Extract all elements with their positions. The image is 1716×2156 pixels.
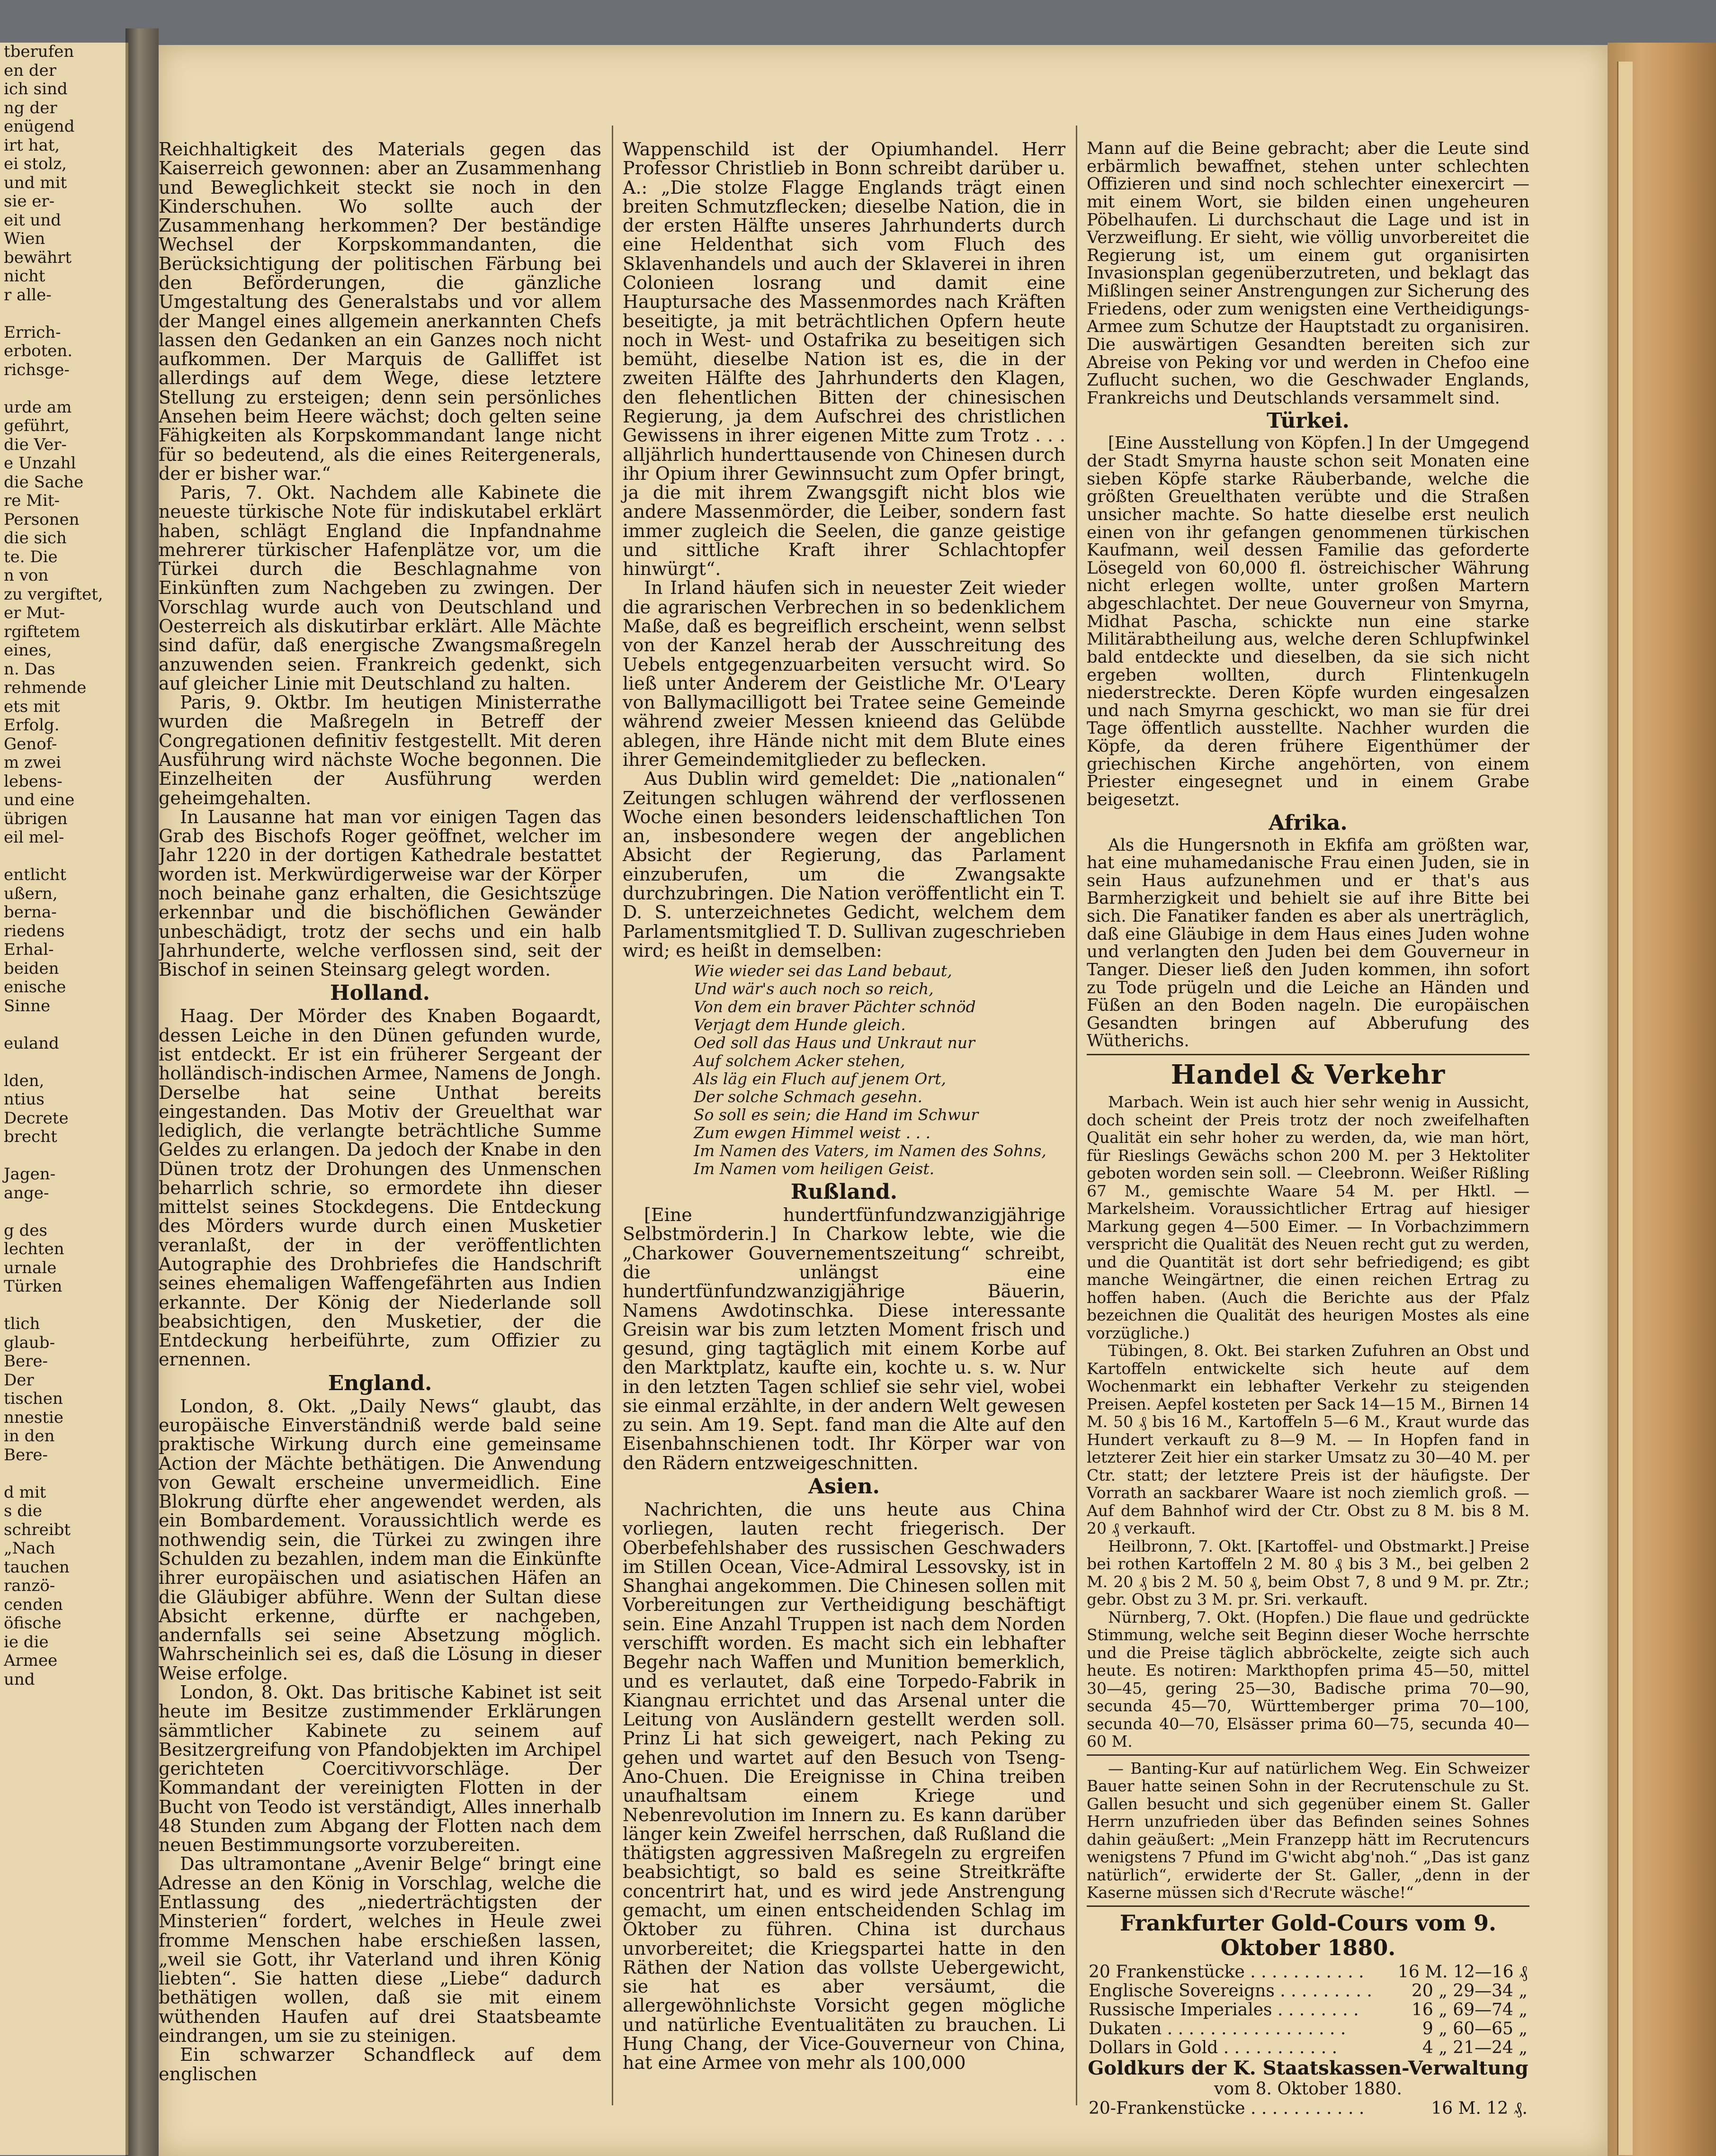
article-paragraph: Als die Hungersnoth in Ekfifa am größten war, hat eine muhamedanische Frau einen Juden, sie in sein Haus aufzunehmen und er that's aus Barmherzigkeit und behielt sie auf ihre Bitte bei sich. Die Fanatiker fanden es aber als unerträglich, daß eine Gläubige in dem Haus eines Juden wohne und verlangten den Juden bei dem Gouverneur in Tanger. Dieser ließ den Juden kommen, ihn sofort zu Tode prügeln und die Leiche an Händen und Füßen an den Boden nageln. Die europäischen Gesandten bringen auf Abberufung des Wütherichs.	[1087, 835, 1529, 1051]
left-page-line: er Mut-	[4, 603, 65, 622]
poem-line: Im Namen vom heiligen Geist.	[694, 1159, 935, 1178]
market-report: Tübingen, 8. Okt. Bei starken Zufuhren an Obst und Kartoffeln entwickelte sich heute auf dem Wochenmarkt ein lebhafter Verkehr zu steigenden Preisen. Aepfel kosteten per Sack 14—15 M., Birnen 14 M. 50 ₰ bis 16 M., Kartoffeln 5—6 M., Kraut wurde das Hundert verkauft zu 8—9 M. — In Hopfen fand in letzterer Zeit hier ein starker Umsatz zu 30—40 M. per Ctr. statt; der letztere Preis ist der häufigste. Der Vorrath an sackbarer Waare ist noch ziemlich groß. — Auf dem Bahnhof wird der Ctr. Obst zu 8 M. bis 8 M. 20 ₰ verkauft.	[1087, 1341, 1529, 1537]
left-page-line: s die	[4, 1501, 43, 1520]
article-paragraph: In Irland häufen sich in neuester Zeit wieder die agrarischen Verbrechen in so bedenklichem Maße, daß es begreiflich erscheint, wenn selbst von der Kanzel herab der Ausschreitung des Uebels entgegenzuarbeiten versucht wird. So ließ unter Anderem der Geistliche Mr. O'Leary von Ballymacilligott bei Tratee seine Gemeinde während zweier Messen knieend das Gelübde ablegen, ihre Hände nicht mit dem Blute eines ihrer Gemeindemitglieder zu beflecken.	[623, 577, 1065, 770]
left-page-line	[0, 379, 125, 398]
left-page-line: „Nach	[4, 1539, 55, 1558]
left-page-line: tischen	[4, 1389, 63, 1408]
currency-name: 20 Frankenstücke . . . . . . . . . . .	[1089, 1962, 1364, 1982]
left-page-line: Bere-	[4, 1445, 48, 1464]
left-page-line: Armee	[4, 1651, 58, 1670]
left-page-line: d mit	[4, 1482, 46, 1502]
currency-name: Dukaten . . . . . . . . . . . . . . . . .	[1089, 2019, 1346, 2039]
left-page-line: und mit	[4, 173, 67, 192]
column-3	[1087, 140, 1529, 2118]
left-page-line: berna-	[4, 903, 57, 922]
left-page-line: irt hat,	[4, 135, 60, 155]
book-spine	[125, 28, 159, 2156]
left-page-line: Erfolg.	[4, 716, 60, 735]
article-paragraph: Mann auf die Beine gebracht; aber die Leute sind erbärmlich bewaffnet, stehen unter schlechten Offizieren und sind noch schlechter einexercirt — mit einem Wort, sie bilden einen ungeheuren Pöbelhaufen. Li durchschaut die Lage und ist in Verzweiflung. Er sieht, wie völlig unvorbereitet die Regierung ist, um einem gut organisirten Invasionsplan gegenüberzutreten, und beklagt das Mißlingen seiner Anstrengungen zur Sicherung des Friedens, oder zum wenigsten eine Vertheidigungs-Armee zum Schutze der Hauptstadt zu organisiren. Die auswärtigen Gesandten bereiten sich zur Abreise von Peking vor und werden in Chefoo eine Zuflucht suchen, wo die Geschwader Englands, Frankreichs und Deutschlands versammelt sind.	[1087, 139, 1529, 408]
left-page-line: ntius	[4, 1090, 45, 1109]
left-page-line: en der	[4, 61, 56, 80]
left-page-line: Genof-	[4, 734, 57, 754]
table-row	[1087, 2099, 1529, 2118]
left-page-line: g des	[4, 1221, 47, 1240]
currency-value: 9 „ 60—65 „	[1422, 2019, 1528, 2039]
column-divider	[1076, 126, 1077, 2105]
currency-name: Englische Sovereigns . . . . . . . . .	[1089, 1981, 1372, 2001]
poem	[694, 962, 1065, 1178]
gold-cours-title: Frankfurter Gold-Cours vom 9. Oktober 1880.	[1119, 1910, 1497, 1960]
article-paragraph: Paris, 7. Okt. Nachdem alle Kabinete die neueste türkische Note für indiskutabel erklärt haben, schlägt England die Inpfandnahme mehrerer türkischer Hafenplätze vor, um die Türkei durch die Beschlagnahme von Einkünften zum Nachgeben zu zwingen. Der Vorschlag wurde auch von Deutschland und Oesterreich als diskutirbar erklärt. Alle Mächte sind dafür, daß energische Zwangsmaßregeln anzuwenden seien. Frankreich gedenkt, sich auf gleicher Linie mit Deutschland zu halten.	[159, 482, 601, 694]
gold-kurs-title: Goldkurs der K. Staatskassen-Verwaltung	[1088, 2057, 1528, 2079]
left-page-line: übrigen	[4, 809, 68, 828]
left-page-line: geführt,	[4, 416, 70, 435]
left-page-line: ange-	[4, 1183, 49, 1203]
left-page-line: sie er-	[4, 192, 55, 211]
currency-name: Russische Imperiales . . . . . . . .	[1089, 2000, 1359, 2020]
left-page-line: die Sache	[4, 472, 84, 492]
left-page-line: Bere-	[4, 1352, 48, 1371]
left-page-line: Sinne	[4, 996, 51, 1015]
left-page-edge	[0, 43, 128, 2155]
left-page-line	[0, 1053, 125, 1072]
section-heading-england: England.	[328, 1371, 432, 1395]
left-page-line: te. Die	[4, 547, 58, 566]
poem-line: Verjagt dem Hunde gleich.	[694, 1015, 906, 1034]
column-2	[623, 140, 1065, 2072]
section-rule	[1087, 1054, 1529, 1055]
left-page-line: tlich	[4, 1314, 40, 1333]
left-page-line: Türken	[4, 1277, 63, 1296]
newspaper-page	[159, 45, 1608, 2156]
left-page-line: m zwei	[4, 753, 62, 772]
column-divider	[612, 126, 613, 2105]
article-paragraph: London, 8. Okt. Das britische Kabinet ist seit heute im Besitze zustimmender Erklärungen sämmtlicher Kabinete zu seinem auf Besitzergreifung von Pfandobjekten im Archipel gerichteten Coercitivvorschläge. Der Kommandant der vereinigten Flotten in der Bucht von Teodo ist verständigt, Alles innerhalb 48 Stunden zum Abgang der Flotten nach dem neuen Bestimmungsorte vorzubereiten.	[159, 1681, 601, 1856]
left-page-line: rgiftetem	[4, 622, 80, 641]
left-page-line: Der	[4, 1370, 34, 1390]
left-page-line: Jagen-	[4, 1165, 56, 1184]
poem-line: Von dem ein braver Pächter schnöd	[694, 997, 976, 1016]
left-page-line: urde am	[4, 397, 72, 417]
section-heading-russland: Rußland.	[790, 1180, 898, 1204]
left-page-line: eines,	[4, 641, 52, 660]
article-paragraph: Das ultramontane „Avenir Belge“ bringt eine Adresse an den König in Vorschlag, welche die Entlassung des „niederträchtigsten der Minsterien“ fordert, welches in Heule zwei fromme Menschen habe erschießen lassen, „weil sie Gott, ihr Vaterland und ihren König liebten“. Sie hatten diese „Liebe“ dadurch bethätigen wollen, daß sie mit einem wüthenden Haufen auf drei Staatsbeamte eindrangen, um sie zu steinigen.	[159, 1853, 601, 2046]
section-heading-handel: Handel & Verkehr	[1171, 1059, 1446, 1090]
left-page-line: n von	[4, 566, 49, 585]
article-paragraph: [Eine Ausstellung von Köpfen.] In der Umgegend der Stadt Smyrna hauste schon seit Monaten eine sieben Köpfe starke Räuberbande, welche die größten Greuelthaten verübte und die Straßen unsicher machte. So hatte dieselbe erst neulich einen von ihr gefangen genommenen türkischen Kaufmann, weil dessen Familie das geforderte Lösegeld von 60,000 fl. östreichischer Währung nicht erlegen wollte, unter großen Martern abgeschlachtet. Der neue Gouverneur von Smyrna, Midhat Pascha, schickte nun eine starke Militärabtheilung aus, welche deren Schlupfwinkel bald entdeckte und dieselben, da sie sich nicht ergeben wollten, durch Flintenkugeln niederstreckte. Deren Köpfe wurden eingesalzen und nach Smyrna geschickt, wo man sie für drei Tage öffentlich ausstellte. Nachher wurden die Köpfe, da deren frühere Eigenthümer der griechischen Kirche angehörten, von einem Priester eingesegnet und in einem Grabe beigesetzt.	[1087, 433, 1529, 809]
left-page-line: enische	[4, 978, 66, 997]
poem-line: Wie wieder sei das Land bebaut,	[694, 961, 952, 980]
left-page-line: zu vergiftet,	[4, 584, 103, 604]
table-row	[1087, 2020, 1529, 2039]
left-page-line: in den	[4, 1427, 55, 1446]
left-page-line	[0, 1464, 125, 1483]
article-paragraph: Wappenschild ist der Opiumhandel. Herr Professor Christlieb in Bonn schreibt darüber u. A.: „Die stolze Flagge Englands trägt einen breiten Schmutzflecken; dieselbe Nation, die in der ersten Hälfte unseres Jahrhunderts durch eine Heldenthat sich vom Fluch des Sklavenhandels und auch der Sklaverei in ihren Colonieen losrang und damit eine Hauptursache des Massenmordes nach Kräften beseitigte, ja mit beträchtlichen Opfern heute noch in West- und Ostafrika zu beseitigen sich bemüht, dieselbe Nation ist es, die in der zweiten Hälfte des Jahrhunderts den Klagen, den flehentlichen Bitten der chinesischen Regierung, ja dem Aufschrei des christlichen Gewissens in ihrer eigenen Mitte zum Trotz . . . alljährlich hunderttausende von Chinesen durch ihr Opium ihrer Gewinnsucht zum Opfer bringt, ja die mit ihrem Zwangsgift nicht blos wie andere Massenmörder, die Leiber, sondern fast immer zugleich die Seelen, die ganze geistige und sittliche Kraft ihrer Schlachtopfer hinwürgt“.	[623, 139, 1065, 580]
gold-kurs-table	[1087, 2099, 1529, 2118]
left-page-line: eil mel-	[4, 828, 64, 847]
poem-line: So soll es sein; die Hand im Schwur	[694, 1105, 979, 1124]
table-row	[1087, 2001, 1529, 2020]
left-page-line: schreibt	[4, 1520, 71, 1539]
left-page-line: e Unzahl	[4, 454, 76, 473]
left-page-line: entlicht	[4, 865, 67, 884]
left-page-line: eit und	[4, 210, 62, 230]
market-reports	[1087, 1093, 1529, 1902]
left-page-line: beiden	[4, 959, 59, 978]
article-paragraph: Paris, 9. Oktbr. Im heutigen Ministerrathe wurden die Maßregeln in Betreff der Congregationen definitiv festgestellt. Mit deren Ausführung wird nächste Woche begonnen. Die Einzelheiten der Ausführung werden geheimgehalten.	[159, 692, 601, 808]
left-page-line	[0, 305, 125, 323]
article-paragraph: London, 8. Okt. „Daily News“ glaubt, das europäische Einverständniß werde bald seine praktische Wirkung durch eine gemeinsame Action der Mächte bethätigen. Die Anwendung von Gewalt erscheine unvermeidlich. Eine Blokrung dürfte eher angewendet werden, als ein Bombardement. Voraussichtlich werde es nothwendig sein, die Türkei zu zwingen ihre Schulden zu bezahlen, indem man die Einkünfte ihrer europäischen und asiatischen Häfen an die Gläubiger abführe. Wenn der Sultan diese Absicht erkenne, dürfte er nachgeben, andernfalls sei seine Absetzung möglich. Wahrscheinlich sei es, daß die Lösung in dieser Weise erfolge.	[159, 1395, 601, 1684]
article-paragraph: [Eine hundertfünfundzwanzigjährige Selbstmörderin.] In Charkow lebte, wie die „Charkower Gouvernementszeitung“ schreibt, die unlängst eine hundertfünfundzwanzigjährige Bäuerin, Namens Awdotinschka. Diese interessante Greisin war bis zum letzten Moment frisch und gesund, ging tagtäglich mit einem Korbe auf den Marktplatz, kaufte ein, kochte u. s. w. Nur in den letzten Tagen schlief sie sehr viel, wobei sie einmal erzählte, in der andern Welt gewesen zu sein. Am 19. Sept. fand man die Alte auf den Eisenbahnschienen todt. Ihr Körper war von den Rädern entzweigeschnitten.	[623, 1204, 1065, 1473]
left-page-line: ets mit	[4, 697, 60, 716]
page-stack-edge	[1617, 62, 1633, 2155]
currency-name: Dollars in Gold . . . . . . . . . . .	[1089, 2038, 1338, 2057]
left-page-line: ie die	[4, 1632, 49, 1652]
market-report: Nürnberg, 7. Okt. (Hopfen.) Die flaue und gedrückte Stimmung, welche seit Beginn dieser Woche herrschte und die Preise täglich abbröckelte, zeigte sich auch heute. Es notiren: Markthopfen prima 45—50, mittel 30—45, gering 25—30, Badische prima 70—90, secunda 45—70, Württemberger prima 70—100, secunda 40—70, Elsässer prima 60—75, secunda 40—60 M.	[1087, 1608, 1529, 1751]
currency-name: 20-Frankenstücke . . . . . . . . . . .	[1089, 2098, 1365, 2118]
gold-kurs-date: vom 8. Oktober 1880.	[1214, 2079, 1402, 2099]
left-page-line: bewährt	[4, 248, 72, 267]
anecdote: — Banting-Kur auf natürlichem Weg. Ein Schweizer Bauer hatte seinen Sohn in der Recrutenschule zu St. Gallen besucht und sich gegenüber einem St. Galler Herrn unzufrieden über das Befinden seines Sohnes dahin geäußert: „Mein Franzepp hätt im Recrutencurs wenigstens 7 Pfund im G'wicht abg'noh.“ „Das ist ganz natürlich“, erwiderte der St. Galler, „denn in der Kaserne müssen sich d'Recrute wäsche!“	[1087, 1759, 1529, 1902]
left-page-line: Errich-	[4, 323, 61, 342]
left-page-line: re Mit-	[4, 491, 60, 510]
left-page-line: cenden	[4, 1595, 63, 1614]
book-binding-edge	[1608, 43, 1716, 2156]
left-page-line	[0, 847, 125, 866]
article-paragraph: Ein schwarzer Schandfleck auf dem englischen	[159, 2044, 601, 2084]
currency-value: 20 „ 29—34 „	[1411, 1981, 1528, 2001]
section-heading-afrika: Afrika.	[1269, 810, 1348, 835]
left-page-line: Decrete	[4, 1108, 69, 1128]
left-page-line	[0, 1015, 125, 1034]
left-page-line: euland	[4, 1033, 59, 1053]
currency-value: 16 M. 12 ₰.	[1431, 2098, 1528, 2118]
left-page-line: riedens	[4, 921, 65, 941]
poem-line: Im Namen des Vaters, im Namen des Sohns,	[694, 1141, 1046, 1160]
left-page-line: ußern,	[4, 884, 58, 903]
left-page-line: nicht	[4, 267, 45, 286]
left-page-line: öfische	[4, 1614, 62, 1633]
table-row	[1087, 2039, 1529, 2057]
left-page-line: Personen	[4, 510, 80, 529]
left-page-line: und eine	[4, 791, 75, 809]
section-heading-asien: Asien.	[808, 1474, 880, 1499]
left-page-line: Erhal-	[4, 940, 54, 959]
left-page-line: tberufen	[4, 43, 74, 61]
left-page-line: urnale	[4, 1258, 57, 1277]
poem-line: Der solche Schmach gesehn.	[694, 1087, 923, 1106]
left-page-line: ranzö-	[4, 1576, 55, 1595]
article-paragraph: Reichhaltigkeit des Materials gegen das Kaiserreich gewonnen: aber an Zusammenhang und Beweglichkeit steckt sie noch in den Kinderschuhen. Wo sollte auch der Zusammenhang herkommen? Der beständige Wechsel der Korpskommandanten, die Berücksichtigung der politischen Färbung bei den Beförderungen, die gänzliche Umgestaltung des Generalstabs und vor allem der Mangel eines allgemein anerkannten Chefs lassen den Gedanken an ein Ganzes noch nicht aufkommen. Der Marquis de Galliffet ist allerdings auf dem Wege, diese letztere Stellung zu ersteigen; denn sein persönliches Ansehen beim Heere wächst; doch gelten seine Fähigkeiten als Korpskommandant lange nicht für so bedeutend, als die eines Reitergenerals, der er bisher war.“	[159, 139, 601, 484]
left-page-line: ei stolz,	[4, 154, 67, 173]
section-heading-holland: Holland.	[330, 981, 430, 1006]
left-page-line: enügend	[4, 117, 75, 136]
section-heading-tuerkei: Türkei.	[1266, 409, 1350, 433]
left-page-line: die Ver-	[4, 435, 67, 454]
poem-line: Oed soll das Haus und Unkraut nur	[694, 1033, 975, 1052]
market-report: Heilbronn, 7. Okt. [Kartoffel- und Obstmarkt.] Preise bei rothen Kartoffeln 2 M. 80 ₰ bis 3 M., bei gelben 2 M. 20 ₰ bis 2 M. 50 ₰, beim Obst 7, 8 und 9 M. pr. Ztr.; gebr. Obst zu 3 M. pr. Sri. verkauft.	[1087, 1536, 1529, 1608]
left-page-line	[0, 1147, 125, 1166]
left-page-line: lden,	[4, 1071, 45, 1090]
left-page-line: und	[4, 1670, 35, 1689]
poem-line: Und wär's auch noch so reich,	[694, 979, 934, 998]
left-page-line: lebens-	[4, 772, 63, 791]
left-page-line	[0, 1296, 125, 1315]
section-rule	[1087, 1754, 1529, 1756]
article-paragraph: Haag. Der Mörder des Knaben Bogaardt, dessen Leiche in den Dünen gefunden wurde, ist entdeckt. Er ist ein früherer Sergeant der holländisch-indischen Armee, Namens de Jongh. Derselbe hat seine Unthat bereits eingestanden. Das Motiv der Greuelthat war lediglich, die verlangte beträchtliche Summe Geldes zu erlangen. Da jedoch der Knabe in den Dünen trotz der Drohungen des Unmenschen beharrlich schrie, so ermordete ihn dieser mittelst seines Stockdegens. Die Entdeckung des Mörders wurde durch einen Musketier veranlaßt, der in der veröffentlichten Autographie des Drohbriefes die Handschrift seines ehemaligen Waffengefährten aus Indien erkannte. Der König der Niederlande soll beabsichtigen, den Musketier, der die Entdeckung herbeiführte, zum Offizier zu ernennen.	[159, 1006, 601, 1370]
table-row	[1087, 1982, 1529, 2001]
left-page-line: nnestie	[4, 1408, 64, 1427]
article-paragraph: Nachrichten, die uns heute aus China vorliegen, lauten recht friegerisch. Der Oberbefehlshaber des russischen Geschwaders im Stillen Ocean, Vice-Admiral Lessovsky, ist in Shanghai angekommen. Die Chinesen sollen mit Vorbereitungen zur Vertheidigung beschäftigt sein. Eine Anzahl Truppen ist nach dem Norden verschifft worden. Es macht sich ein lebhafter Begehr nach Waffen und Munition bemerklich, und es verlautet, daß eine Torpedo-Fabrik in Kiangnau errichtet und das Arsenal unter die Leitung von Ausländern gestellt werden soll. Prinz Li hat sich geweigert, nach Peking zu gehen und wartet auf den Besuch von Tseng-Ano-Chuen. Die Ereignisse in China treiben unaufhaltsam einem Kriege und Nebenrevolution im Innern zu. Es kann darüber länger kein Zweifel herrschen, daß Rußland die thätigsten aggressiven Maßregeln zu ergreifen beabsichtigt, so bald es seine Streitkräfte concentrirt hat, und es wird jede Anstrengung gemacht, um einen entscheidenden Schlag im Oktober zu führen. China ist durchaus unvorbereitet; die Kriegspartei hatte in den Räthen der Nation das vollste Uebergewicht, sie hat es aber versäumt, die allergewöhnlichste Vorsicht gegen mögliche und natürliche Eventualitäten zu brauchen. Li Hung Chang, der Vice-Gouverneur von China, hat eine Armee von mehr als 100,000	[623, 1499, 1065, 2074]
left-page-line: erboten.	[4, 341, 73, 360]
gold-cours-table	[1087, 1963, 1529, 2057]
section-rule	[1087, 1905, 1529, 1907]
left-page-line: r alle-	[4, 285, 52, 305]
left-page-line	[0, 1203, 125, 1222]
article-paragraph: In Lausanne hat man vor einigen Tagen das Grab des Bischofs Roger geöffnet, welcher im Jahr 1220 in der dortigen Kathedrale bestattet worden ist. Merkwürdigerweise war der Körper noch beinahe ganz erhalten, die Gesichtszüge erkennbar und die bischöflichen Gewänder unbeschädigt, trotz der sechs und ein halb Jahrhunderte, welche verflossen sind, seit der Bischof in seinen Steinsarg gelegt worden.	[159, 806, 601, 980]
market-report: Marbach. Wein ist auch hier sehr wenig in Aussicht, doch scheint der Preis trotz der noch zweifelhaften Qualität ein sehr hoher zu werden, da, wie man hört, für Rieslings Gewächs schon 200 M. per 3 Hektoliter geboten worden sein soll. — Cleebronn. Weißer Rißling 67 M., gemischte Waare 54 M. per Hktl. — Markelsheim. Voraussichtlicher Ertrag auf hiesiger Markung gegen 4—500 Eimer. — In Vorbachzimmern verspricht die Qualität des Neuen recht gut zu werden, und die Quantität ist dort sehr befriedigend; es gibt manche Weingärtner, die einen reichen Ertrag zu hoffen haben. (Auch die Berichte aus der Pfalz bezeichnen die Qualität des heurigen Mostes als eine vorzügliche.)	[1087, 1093, 1529, 1342]
poem-line: Zum ewgen Himmel weist . . .	[694, 1123, 931, 1142]
left-page-line: ng der	[4, 98, 57, 117]
left-page-line: tauchen	[4, 1557, 70, 1577]
left-page-line: ich sind	[4, 80, 68, 99]
left-page-line: die sich	[4, 529, 67, 548]
currency-value: 16 M. 12—16 ₰	[1397, 1962, 1528, 1982]
currency-value: 16 „ 69—74 „	[1411, 2000, 1528, 2020]
left-page-line: rehmende	[4, 678, 87, 697]
left-page-line: glaub-	[4, 1333, 55, 1352]
left-page-line: lechten	[4, 1240, 64, 1258]
left-page-line: richsge-	[4, 360, 70, 379]
table-row	[1087, 1963, 1529, 1982]
poem-line: Auf solchem Acker stehen,	[694, 1051, 905, 1070]
left-page-line: Wien	[4, 229, 45, 248]
column-1	[159, 140, 601, 2084]
poem-line: Als läg ein Fluch auf jenem Ort,	[694, 1069, 946, 1088]
left-page-line: n. Das	[4, 659, 55, 679]
left-page-line: brecht	[4, 1127, 57, 1146]
article-paragraph: Aus Dublin wird gemeldet: Die „nationalen“ Zeitungen schlugen während der verflossenen Woche einen besonders leidenschaftlichen Ton an, insbesondere wegen der angeblichen Absicht der Regierung, das Parlament einzuberufen, um die Zwangsakte durchzubringen. Die Nation veröffentlicht ein T. D. S. unterzeichnetes Gedicht, welchem dem Parlamentsmitglied T. D. Sullivan zugeschrieben wird; es heißt in demselben:	[623, 768, 1065, 961]
currency-value: 4 „ 21—24 „	[1422, 2038, 1528, 2057]
